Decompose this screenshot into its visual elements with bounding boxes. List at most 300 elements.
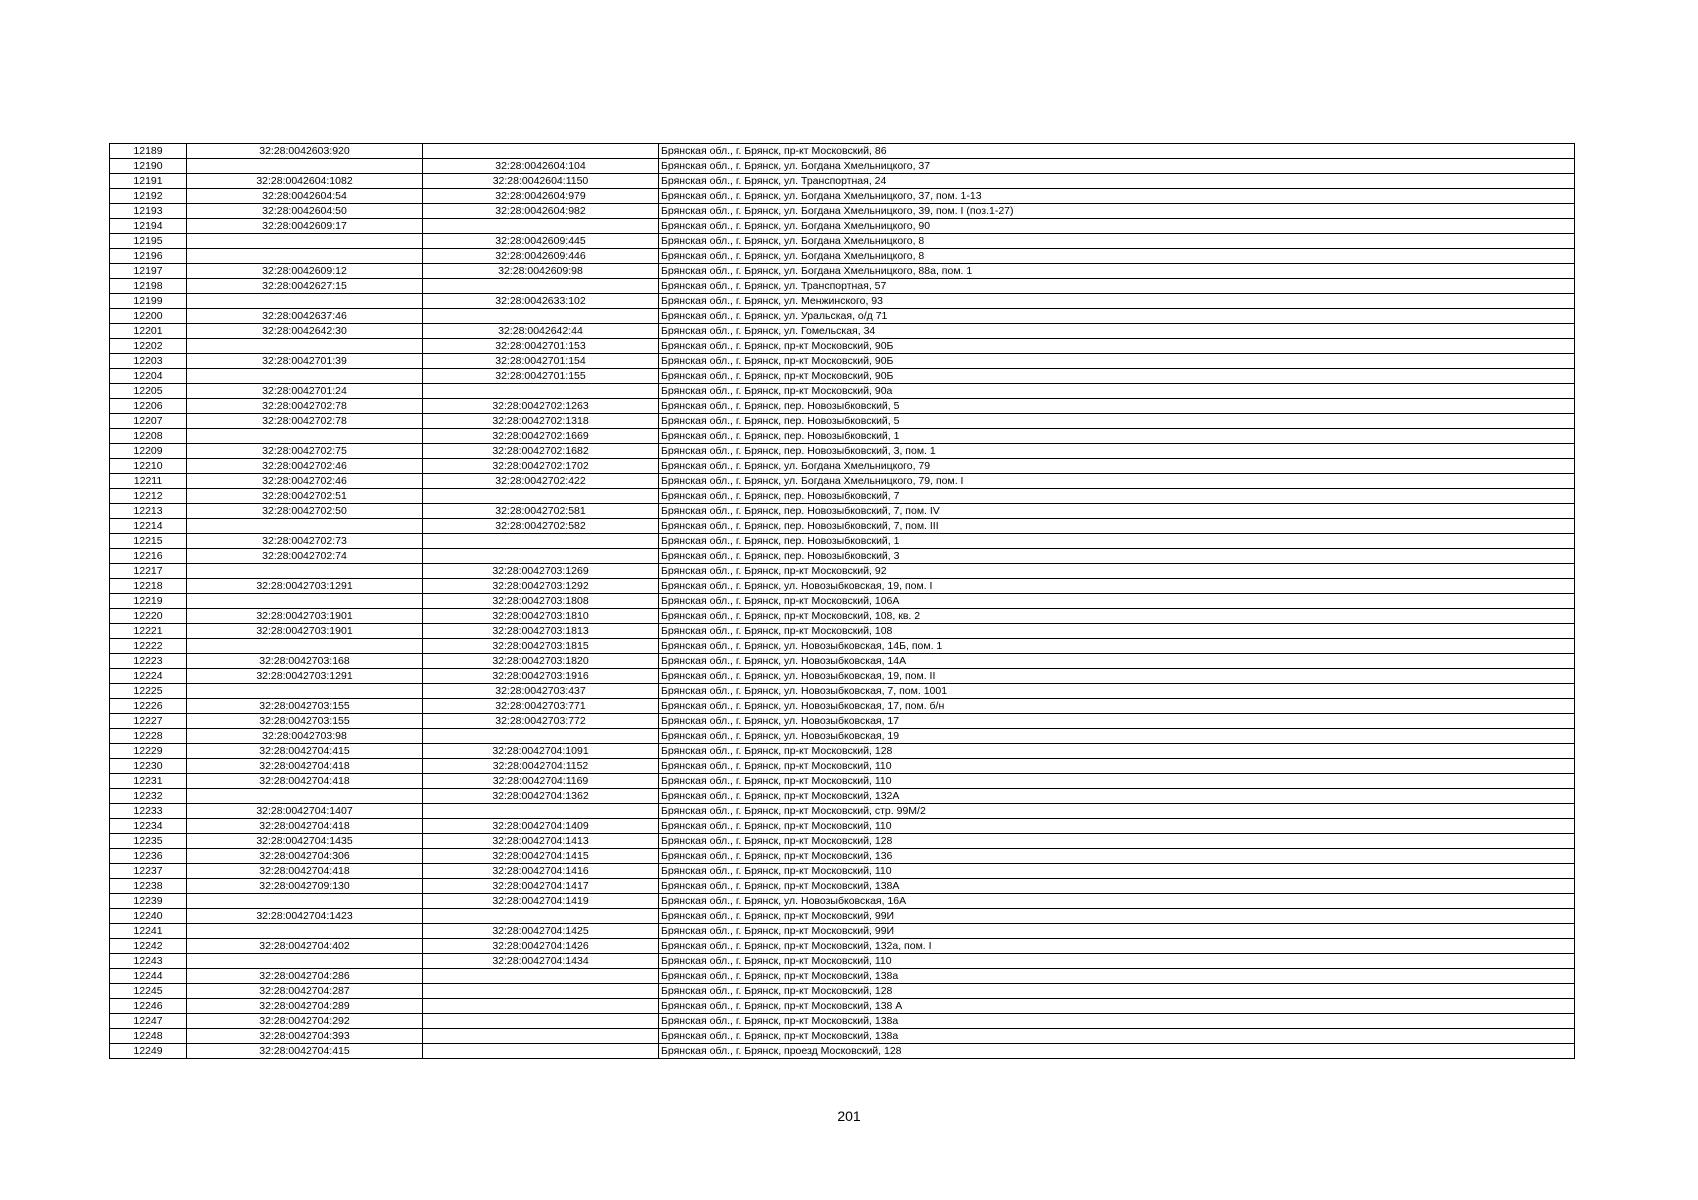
table-row — [110, 144, 1575, 159]
row-number-cell: 12195 — [110, 234, 187, 249]
row-number-cell: 12200 — [110, 309, 187, 324]
cadastral-number-cell: 32:28:0042701:24 — [187, 384, 423, 399]
address-cell: Брянская обл., г. Брянск, пер. Новозыбковский, 3, пом. 1 — [659, 444, 1575, 459]
table-row — [110, 759, 1575, 774]
related-cadastral-number-cell: 32:28:0042703:1269 — [423, 564, 659, 579]
cadastral-number-cell: 32:28:0042704:306 — [187, 849, 423, 864]
related-cadastral-number-cell — [423, 534, 659, 549]
table-row — [110, 159, 1575, 174]
row-number-cell: 12238 — [110, 879, 187, 894]
cadastral-number-cell: 32:28:0042609:12 — [187, 264, 423, 279]
table-row — [110, 1044, 1575, 1059]
table-row — [110, 924, 1575, 939]
related-cadastral-number-cell: 32:28:0042702:1669 — [423, 429, 659, 444]
row-number-cell: 12203 — [110, 354, 187, 369]
related-cadastral-number-cell: 32:28:0042604:982 — [423, 204, 659, 219]
row-number-cell: 12211 — [110, 474, 187, 489]
row-number-cell: 12243 — [110, 954, 187, 969]
address-cell: Брянская обл., г. Брянск, пр-кт Московский, 138а — [659, 969, 1575, 984]
cadastral-number-cell: 32:28:0042704:415 — [187, 744, 423, 759]
address-cell: Брянская обл., г. Брянск, пр-кт Московский, 108 — [659, 624, 1575, 639]
row-number-cell: 12207 — [110, 414, 187, 429]
related-cadastral-number-cell: 32:28:0042704:1409 — [423, 819, 659, 834]
address-cell: Брянская обл., г. Брянск, ул. Транспортная, 24 — [659, 174, 1575, 189]
address-cell: Брянская обл., г. Брянск, ул. Богдана Хмельницкого, 37, пом. 1-13 — [659, 189, 1575, 204]
table-row — [110, 789, 1575, 804]
related-cadastral-number-cell: 32:28:0042704:1415 — [423, 849, 659, 864]
address-cell: Брянская обл., г. Брянск, ул. Богдана Хмельницкого, 8 — [659, 249, 1575, 264]
cadastral-number-cell: 32:28:0042704:418 — [187, 759, 423, 774]
table-row — [110, 294, 1575, 309]
row-number-cell: 12220 — [110, 609, 187, 624]
cadastral-number-cell: 32:28:0042702:78 — [187, 414, 423, 429]
row-number-cell: 12227 — [110, 714, 187, 729]
address-cell: Брянская обл., г. Брянск, пр-кт Московский, 108, кв. 2 — [659, 609, 1575, 624]
row-number-cell: 12228 — [110, 729, 187, 744]
row-number-cell: 12219 — [110, 594, 187, 609]
address-cell: Брянская обл., г. Брянск, ул. Транспортная, 57 — [659, 279, 1575, 294]
row-number-cell: 12242 — [110, 939, 187, 954]
cadastral-number-cell: 32:28:0042702:73 — [187, 534, 423, 549]
row-number-cell: 12234 — [110, 819, 187, 834]
address-cell: Брянская обл., г. Брянск, ул. Новозыбковская, 17, пом. б/н — [659, 699, 1575, 714]
row-number-cell: 12212 — [110, 489, 187, 504]
row-number-cell: 12198 — [110, 279, 187, 294]
cadastral-number-cell: 32:28:0042703:1901 — [187, 609, 423, 624]
address-cell: Брянская обл., г. Брянск, пр-кт Московский, 110 — [659, 954, 1575, 969]
address-cell: Брянская обл., г. Брянск, ул. Богдана Хмельницкого, 90 — [659, 219, 1575, 234]
cadastral-number-cell: 32:28:0042704:402 — [187, 939, 423, 954]
related-cadastral-number-cell: 32:28:0042642:44 — [423, 324, 659, 339]
related-cadastral-number-cell: 32:28:0042702:1263 — [423, 399, 659, 414]
row-number-cell: 12208 — [110, 429, 187, 444]
row-number-cell: 12202 — [110, 339, 187, 354]
address-cell: Брянская обл., г. Брянск, пр-кт Московский, 90Б — [659, 339, 1575, 354]
related-cadastral-number-cell — [423, 804, 659, 819]
row-number-cell: 12216 — [110, 549, 187, 564]
table-row — [110, 714, 1575, 729]
address-cell: Брянская обл., г. Брянск, пер. Новозыбковский, 7, пом. IV — [659, 504, 1575, 519]
address-cell: Брянская обл., г. Брянск, ул. Новозыбковская, 19 — [659, 729, 1575, 744]
row-number-cell: 12223 — [110, 654, 187, 669]
address-cell: Брянская обл., г. Брянск, пр-кт Московский, 90Б — [659, 369, 1575, 384]
related-cadastral-number-cell: 32:28:0042703:1815 — [423, 639, 659, 654]
related-cadastral-number-cell: 32:28:0042704:1419 — [423, 894, 659, 909]
row-number-cell: 12209 — [110, 444, 187, 459]
related-cadastral-number-cell — [423, 909, 659, 924]
table-row — [110, 519, 1575, 534]
related-cadastral-number-cell — [423, 969, 659, 984]
related-cadastral-number-cell — [423, 219, 659, 234]
cadastral-number-cell: 32:28:0042704:418 — [187, 864, 423, 879]
address-cell: Брянская обл., г. Брянск, пер. Новозыбковский, 7 — [659, 489, 1575, 504]
cadastral-number-cell: 32:28:0042702:74 — [187, 549, 423, 564]
row-number-cell: 12230 — [110, 759, 187, 774]
row-number-cell: 12191 — [110, 174, 187, 189]
row-number-cell: 12235 — [110, 834, 187, 849]
cadastral-number-cell — [187, 789, 423, 804]
address-cell: Брянская обл., г. Брянск, пр-кт Московский, 110 — [659, 774, 1575, 789]
address-cell: Брянская обл., г. Брянск, пр-кт Московский, 138А — [659, 879, 1575, 894]
address-cell: Брянская обл., г. Брянск, пер. Новозыбковский, 7, пом. III — [659, 519, 1575, 534]
cadastral-number-cell: 32:28:0042604:54 — [187, 189, 423, 204]
table-row — [110, 624, 1575, 639]
table-row — [110, 1014, 1575, 1029]
address-cell: Брянская обл., г. Брянск, пр-кт Московский, 110 — [659, 819, 1575, 834]
address-cell: Брянская обл., г. Брянск, пр-кт Московский, 110 — [659, 864, 1575, 879]
cadastral-number-cell — [187, 429, 423, 444]
related-cadastral-number-cell — [423, 999, 659, 1014]
cadastral-number-cell: 32:28:0042604:50 — [187, 204, 423, 219]
table-row — [110, 189, 1575, 204]
address-cell: Брянская обл., г. Брянск, ул. Новозыбковская, 16А — [659, 894, 1575, 909]
table-row — [110, 414, 1575, 429]
address-cell: Брянская обл., г. Брянск, пр-кт Московский, 138а — [659, 1029, 1575, 1044]
related-cadastral-number-cell: 32:28:0042701:153 — [423, 339, 659, 354]
related-cadastral-number-cell — [423, 144, 659, 159]
table-row — [110, 819, 1575, 834]
related-cadastral-number-cell: 32:28:0042704:1413 — [423, 834, 659, 849]
table-row — [110, 954, 1575, 969]
related-cadastral-number-cell: 32:28:0042702:582 — [423, 519, 659, 534]
row-number-cell: 12240 — [110, 909, 187, 924]
address-cell: Брянская обл., г. Брянск, ул. Богдана Хмельницкого, 79 — [659, 459, 1575, 474]
related-cadastral-number-cell: 32:28:0042633:102 — [423, 294, 659, 309]
address-cell: Брянская обл., г. Брянск, пер. Новозыбковский, 1 — [659, 534, 1575, 549]
address-cell: Брянская обл., г. Брянск, ул. Богдана Хмельницкого, 37 — [659, 159, 1575, 174]
address-cell: Брянская обл., г. Брянск, пр-кт Московский, 138а — [659, 1014, 1575, 1029]
table-row — [110, 999, 1575, 1014]
cadastral-number-cell — [187, 684, 423, 699]
cadastral-number-cell: 32:28:0042704:393 — [187, 1029, 423, 1044]
cadastral-number-cell: 32:28:0042704:418 — [187, 819, 423, 834]
row-number-cell: 12193 — [110, 204, 187, 219]
address-cell: Брянская обл., г. Брянск, ул. Богдана Хмельницкого, 79, пом. I — [659, 474, 1575, 489]
cadastral-number-cell: 32:28:0042703:168 — [187, 654, 423, 669]
row-number-cell: 12222 — [110, 639, 187, 654]
address-cell: Брянская обл., г. Брянск, пр-кт Московский, 90Б — [659, 354, 1575, 369]
related-cadastral-number-cell: 32:28:0042703:1292 — [423, 579, 659, 594]
row-number-cell: 12213 — [110, 504, 187, 519]
related-cadastral-number-cell: 32:28:0042703:1916 — [423, 669, 659, 684]
address-cell: Брянская обл., г. Брянск, пр-кт Московский, 90а — [659, 384, 1575, 399]
cadastral-number-cell — [187, 339, 423, 354]
address-cell: Брянская обл., г. Брянск, ул. Новозыбковская, 7, пом. 1001 — [659, 684, 1575, 699]
cadastral-number-cell: 32:28:0042703:98 — [187, 729, 423, 744]
address-cell: Брянская обл., г. Брянск, пр-кт Московский, 132А — [659, 789, 1575, 804]
row-number-cell: 12249 — [110, 1044, 187, 1059]
row-number-cell: 12229 — [110, 744, 187, 759]
address-cell: Брянская обл., г. Брянск, ул. Новозыбковская, 19, пом. I — [659, 579, 1575, 594]
related-cadastral-number-cell: 32:28:0042702:1682 — [423, 444, 659, 459]
address-cell: Брянская обл., г. Брянск, пер. Новозыбковский, 3 — [659, 549, 1575, 564]
address-cell: Брянская обл., г. Брянск, пр-кт Московский, 92 — [659, 564, 1575, 579]
related-cadastral-number-cell: 32:28:0042704:1091 — [423, 744, 659, 759]
address-cell: Брянская обл., г. Брянск, ул. Богдана Хмельницкого, 88а, пом. 1 — [659, 264, 1575, 279]
address-cell: Брянская обл., г. Брянск, ул. Уральская, о/д 71 — [659, 309, 1575, 324]
address-cell: Брянская обл., г. Брянск, пр-кт Московский, 132а, пом. I — [659, 939, 1575, 954]
address-cell: Брянская обл., г. Брянск, ул. Новозыбковская, 14Б, пом. 1 — [659, 639, 1575, 654]
address-cell: Брянская обл., г. Брянск, ул. Новозыбковская, 14А — [659, 654, 1575, 669]
address-cell: Брянская обл., г. Брянск, пр-кт Московский, 99И — [659, 924, 1575, 939]
table-row — [110, 609, 1575, 624]
related-cadastral-number-cell — [423, 489, 659, 504]
related-cadastral-number-cell: 32:28:0042704:1169 — [423, 774, 659, 789]
table-row — [110, 489, 1575, 504]
address-cell: Брянская обл., г. Брянск, пр-кт Московский, 128 — [659, 984, 1575, 999]
address-cell: Брянская обл., г. Брянск, проезд Московский, 128 — [659, 1044, 1575, 1059]
cadastral-number-cell: 32:28:0042704:1423 — [187, 909, 423, 924]
cadastral-number-cell: 32:28:0042703:155 — [187, 714, 423, 729]
table-body — [110, 144, 1575, 1059]
row-number-cell: 12215 — [110, 534, 187, 549]
related-cadastral-number-cell: 32:28:0042703:1820 — [423, 654, 659, 669]
cadastral-number-cell — [187, 639, 423, 654]
cadastral-number-cell — [187, 249, 423, 264]
table-row — [110, 594, 1575, 609]
address-cell: Брянская обл., г. Брянск, ул. Менжинского, 93 — [659, 294, 1575, 309]
related-cadastral-number-cell: 32:28:0042704:1426 — [423, 939, 659, 954]
table-row — [110, 384, 1575, 399]
row-number-cell: 12237 — [110, 864, 187, 879]
cadastral-number-cell — [187, 369, 423, 384]
row-number-cell: 12239 — [110, 894, 187, 909]
cadastral-number-cell: 32:28:0042704:415 — [187, 1044, 423, 1059]
row-number-cell: 12224 — [110, 669, 187, 684]
address-cell: Брянская обл., г. Брянск, пр-кт Московский, 86 — [659, 144, 1575, 159]
related-cadastral-number-cell — [423, 384, 659, 399]
table-row — [110, 729, 1575, 744]
cadastral-number-cell: 32:28:0042702:51 — [187, 489, 423, 504]
cadastral-number-cell: 32:28:0042704:287 — [187, 984, 423, 999]
related-cadastral-number-cell: 32:28:0042704:1362 — [423, 789, 659, 804]
cadastral-number-cell — [187, 234, 423, 249]
table-row — [110, 429, 1575, 444]
address-cell: Брянская обл., г. Брянск, пр-кт Московский, 128 — [659, 744, 1575, 759]
row-number-cell: 12210 — [110, 459, 187, 474]
row-number-cell: 12201 — [110, 324, 187, 339]
table-row — [110, 774, 1575, 789]
table-row — [110, 264, 1575, 279]
table-row — [110, 864, 1575, 879]
row-number-cell: 12194 — [110, 219, 187, 234]
table-row — [110, 339, 1575, 354]
row-number-cell: 12217 — [110, 564, 187, 579]
row-number-cell: 12247 — [110, 1014, 187, 1029]
related-cadastral-number-cell: 32:28:0042702:581 — [423, 504, 659, 519]
cadastral-number-cell: 32:28:0042703:155 — [187, 699, 423, 714]
related-cadastral-number-cell: 32:28:0042703:1813 — [423, 624, 659, 639]
address-cell: Брянская обл., г. Брянск, пер. Новозыбковский, 5 — [659, 414, 1575, 429]
address-cell: Брянская обл., г. Брянск, ул. Гомельская, 34 — [659, 324, 1575, 339]
related-cadastral-number-cell: 32:28:0042704:1416 — [423, 864, 659, 879]
address-cell: Брянская обл., г. Брянск, пр-кт Московский, 136 — [659, 849, 1575, 864]
row-number-cell: 12241 — [110, 924, 187, 939]
table-row — [110, 234, 1575, 249]
table-row — [110, 639, 1575, 654]
related-cadastral-number-cell — [423, 1044, 659, 1059]
cadastral-number-cell: 32:28:0042704:1435 — [187, 834, 423, 849]
related-cadastral-number-cell: 32:28:0042703:772 — [423, 714, 659, 729]
address-cell: Брянская обл., г. Брянск, ул. Новозыбковская, 19, пом. II — [659, 669, 1575, 684]
cadastral-number-cell: 32:28:0042702:46 — [187, 459, 423, 474]
related-cadastral-number-cell: 32:28:0042703:1808 — [423, 594, 659, 609]
address-cell: Брянская обл., г. Брянск, пер. Новозыбковский, 5 — [659, 399, 1575, 414]
related-cadastral-number-cell: 32:28:0042701:155 — [423, 369, 659, 384]
cadastral-number-cell: 32:28:0042704:292 — [187, 1014, 423, 1029]
address-cell: Брянская обл., г. Брянск, пр-кт Московский, 99И — [659, 909, 1575, 924]
row-number-cell: 12196 — [110, 249, 187, 264]
cadastral-number-cell: 32:28:0042702:50 — [187, 504, 423, 519]
related-cadastral-number-cell: 32:28:0042702:422 — [423, 474, 659, 489]
table-row — [110, 369, 1575, 384]
table-row — [110, 879, 1575, 894]
row-number-cell: 12197 — [110, 264, 187, 279]
address-cell: Брянская обл., г. Брянск, пер. Новозыбковский, 1 — [659, 429, 1575, 444]
table-row — [110, 504, 1575, 519]
row-number-cell: 12233 — [110, 804, 187, 819]
cadastral-number-cell — [187, 894, 423, 909]
cadastral-number-cell — [187, 924, 423, 939]
cadastral-number-cell: 32:28:0042703:1901 — [187, 624, 423, 639]
table-row — [110, 444, 1575, 459]
related-cadastral-number-cell: 32:28:0042704:1434 — [423, 954, 659, 969]
related-cadastral-number-cell: 32:28:0042704:1417 — [423, 879, 659, 894]
address-cell: Брянская обл., г. Брянск, пр-кт Московский, 106А — [659, 594, 1575, 609]
row-number-cell: 12205 — [110, 384, 187, 399]
related-cadastral-number-cell: 32:28:0042701:154 — [423, 354, 659, 369]
row-number-cell: 12199 — [110, 294, 187, 309]
related-cadastral-number-cell: 32:28:0042703:771 — [423, 699, 659, 714]
row-number-cell: 12190 — [110, 159, 187, 174]
related-cadastral-number-cell: 32:28:0042702:1702 — [423, 459, 659, 474]
row-number-cell: 12231 — [110, 774, 187, 789]
related-cadastral-number-cell — [423, 1014, 659, 1029]
table-row — [110, 969, 1575, 984]
row-number-cell: 12225 — [110, 684, 187, 699]
table-row — [110, 984, 1575, 999]
related-cadastral-number-cell: 32:28:0042609:446 — [423, 249, 659, 264]
table-row — [110, 1029, 1575, 1044]
cadastral-number-cell: 32:28:0042704:286 — [187, 969, 423, 984]
table-row — [110, 204, 1575, 219]
cadastral-number-cell: 32:28:0042642:30 — [187, 324, 423, 339]
related-cadastral-number-cell — [423, 309, 659, 324]
table-row — [110, 534, 1575, 549]
table-row — [110, 174, 1575, 189]
row-number-cell: 12226 — [110, 699, 187, 714]
table-row — [110, 564, 1575, 579]
cadastral-number-cell: 32:28:0042702:75 — [187, 444, 423, 459]
row-number-cell: 12192 — [110, 189, 187, 204]
row-number-cell: 12189 — [110, 144, 187, 159]
related-cadastral-number-cell: 32:28:0042609:445 — [423, 234, 659, 249]
cadastral-number-cell: 32:28:0042627:15 — [187, 279, 423, 294]
related-cadastral-number-cell: 32:28:0042604:1150 — [423, 174, 659, 189]
row-number-cell: 12206 — [110, 399, 187, 414]
related-cadastral-number-cell: 32:28:0042703:437 — [423, 684, 659, 699]
table-row — [110, 939, 1575, 954]
row-number-cell: 12244 — [110, 969, 187, 984]
related-cadastral-number-cell — [423, 1029, 659, 1044]
address-cell: Брянская обл., г. Брянск, пр-кт Московский, 110 — [659, 759, 1575, 774]
address-cell: Брянская обл., г. Брянск, ул. Новозыбковская, 17 — [659, 714, 1575, 729]
cadastral-number-cell: 32:28:0042604:1082 — [187, 174, 423, 189]
table-row — [110, 249, 1575, 264]
table-row — [110, 549, 1575, 564]
cadastral-number-cell — [187, 519, 423, 534]
cadastral-number-cell: 32:28:0042637:46 — [187, 309, 423, 324]
table-row — [110, 219, 1575, 234]
table-row — [110, 309, 1575, 324]
cadastral-number-cell: 32:28:0042702:46 — [187, 474, 423, 489]
table-row — [110, 849, 1575, 864]
related-cadastral-number-cell: 32:28:0042604:979 — [423, 189, 659, 204]
row-number-cell: 12248 — [110, 1029, 187, 1044]
cadastral-number-cell: 32:28:0042701:39 — [187, 354, 423, 369]
cadastral-number-cell: 32:28:0042702:78 — [187, 399, 423, 414]
cadastral-number-cell: 32:28:0042603:920 — [187, 144, 423, 159]
cadastral-number-cell — [187, 594, 423, 609]
related-cadastral-number-cell: 32:28:0042703:1810 — [423, 609, 659, 624]
cadastral-number-cell: 32:28:0042704:1407 — [187, 804, 423, 819]
related-cadastral-number-cell: 32:28:0042702:1318 — [423, 414, 659, 429]
row-number-cell: 12236 — [110, 849, 187, 864]
related-cadastral-number-cell: 32:28:0042704:1152 — [423, 759, 659, 774]
cadastral-number-cell — [187, 954, 423, 969]
related-cadastral-number-cell — [423, 729, 659, 744]
table-row — [110, 279, 1575, 294]
address-cell: Брянская обл., г. Брянск, пр-кт Московский, 128 — [659, 834, 1575, 849]
data-table — [109, 143, 1575, 1059]
row-number-cell: 12245 — [110, 984, 187, 999]
cadastral-number-cell: 32:28:0042704:289 — [187, 999, 423, 1014]
table-row — [110, 699, 1575, 714]
table-row — [110, 894, 1575, 909]
table-row — [110, 744, 1575, 759]
address-cell: Брянская обл., г. Брянск, пр-кт Московский, стр. 99М/2 — [659, 804, 1575, 819]
table-row — [110, 684, 1575, 699]
related-cadastral-number-cell: 32:28:0042704:1425 — [423, 924, 659, 939]
table-row — [110, 804, 1575, 819]
row-number-cell: 12204 — [110, 369, 187, 384]
cadastral-number-cell: 32:28:0042703:1291 — [187, 669, 423, 684]
related-cadastral-number-cell: 32:28:0042609:98 — [423, 264, 659, 279]
table-row — [110, 459, 1575, 474]
cadastral-number-cell — [187, 564, 423, 579]
cadastral-number-cell — [187, 159, 423, 174]
row-number-cell: 12218 — [110, 579, 187, 594]
table-row — [110, 654, 1575, 669]
row-number-cell: 12214 — [110, 519, 187, 534]
related-cadastral-number-cell — [423, 984, 659, 999]
cadastral-number-cell: 32:28:0042609:17 — [187, 219, 423, 234]
table-row — [110, 474, 1575, 489]
table-row — [110, 324, 1575, 339]
row-number-cell: 12246 — [110, 999, 187, 1014]
table-row — [110, 354, 1575, 369]
address-cell: Брянская обл., г. Брянск, ул. Богдана Хмельницкого, 39, пом. I (поз.1-27) — [659, 204, 1575, 219]
related-cadastral-number-cell: 32:28:0042604:104 — [423, 159, 659, 174]
cadastral-number-cell — [187, 294, 423, 309]
page-number: 201 — [837, 1108, 861, 1124]
address-cell: Брянская обл., г. Брянск, ул. Богдана Хмельницкого, 8 — [659, 234, 1575, 249]
related-cadastral-number-cell — [423, 279, 659, 294]
table-row — [110, 669, 1575, 684]
table-row — [110, 834, 1575, 849]
row-number-cell: 12221 — [110, 624, 187, 639]
related-cadastral-number-cell — [423, 549, 659, 564]
